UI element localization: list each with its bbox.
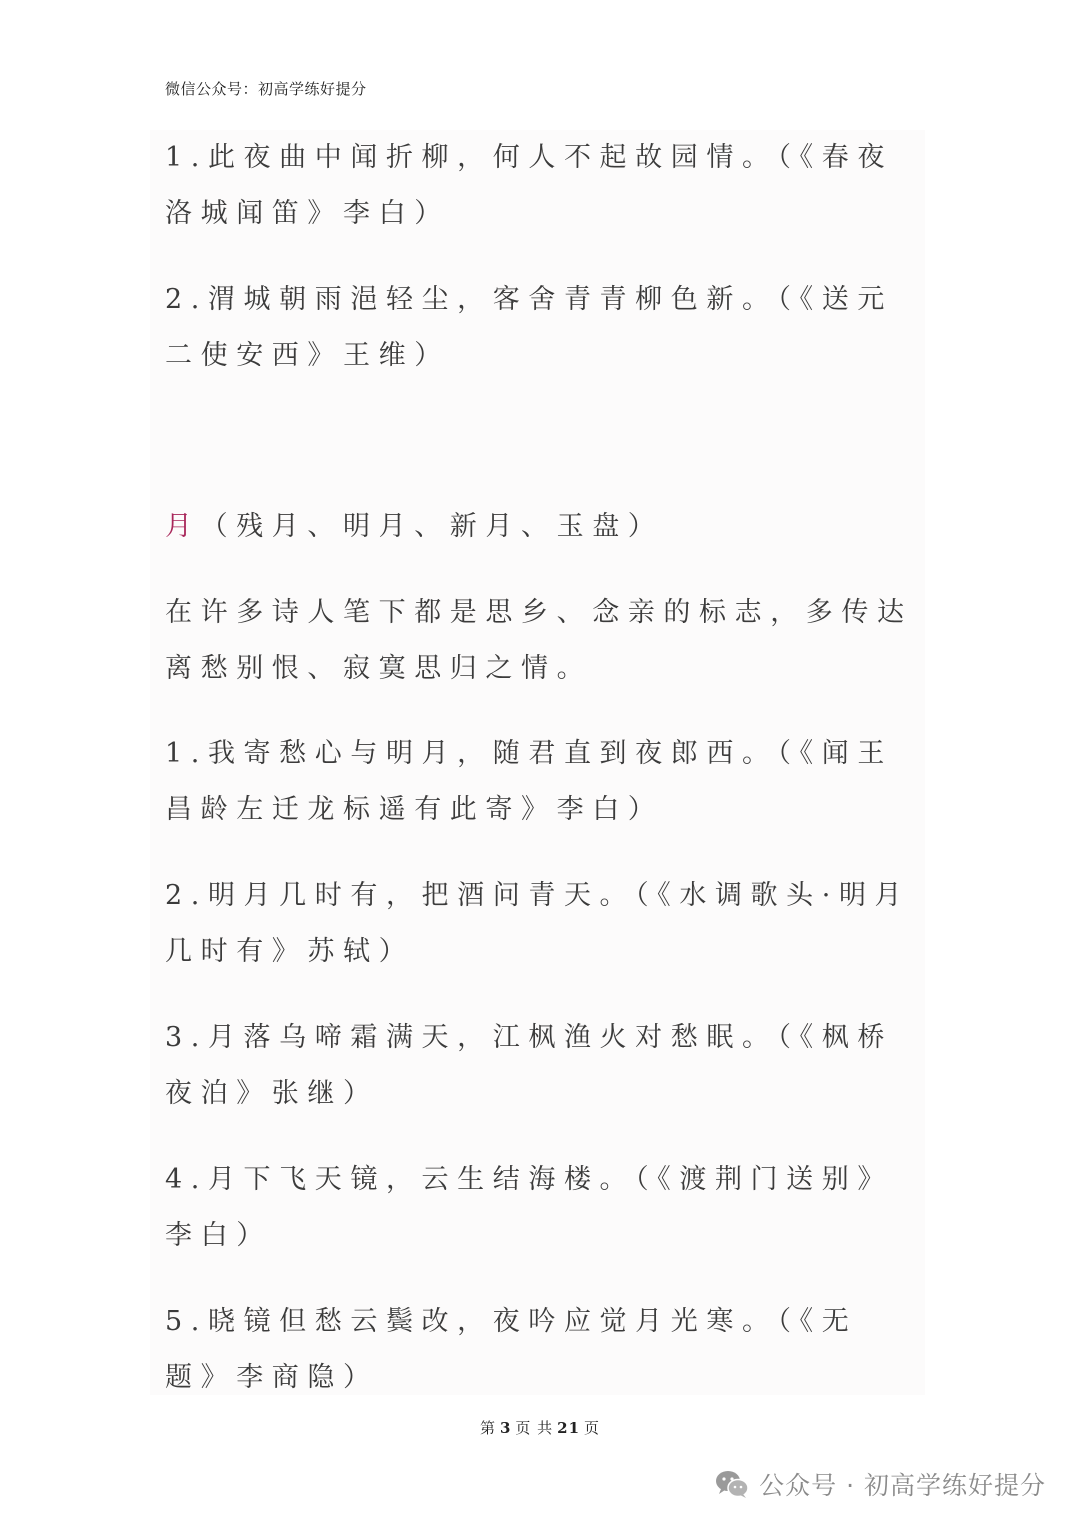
- watermark-text: 公众号 · 初高学练好提分: [759, 1471, 1046, 1500]
- document-body: [150, 130, 925, 1395]
- section-aliases: （残月、明月、新月、玉盘）: [200, 511, 664, 542]
- page-header: 微信公众号：初高学练好提分: [165, 80, 367, 98]
- total-page-count: 21: [557, 1419, 581, 1437]
- moon-section-title: [165, 499, 663, 555]
- section-keyword: 月: [165, 511, 201, 542]
- moon-poem-3: 3.月落乌啼霜满天，江枫渔火对愁眠。（《枫桥夜泊》张继）: [165, 1022, 893, 1109]
- moon-poem-2: 2.明月几时有，把酒问青天。（《水调歌头·明月几时有》苏轼）: [165, 880, 911, 967]
- moon-poem-5: 5.晓镜但愁云鬓改，夜吟应觉月光寒。（《无题》李商隐）: [165, 1306, 858, 1393]
- footer-suffix: 页: [584, 1419, 601, 1437]
- willow-poem-2: 2.渭城朝雨浥轻尘，客舍青青柳色新。（《送元二使安西》王维）: [165, 284, 893, 371]
- moon-poem-4: 4.月下飞天镜，云生结海楼。（《渡荆门送别》李白）: [165, 1164, 893, 1251]
- page-footer: [0, 1417, 1080, 1438]
- watermark: [715, 1462, 1046, 1506]
- footer-prefix: 第: [479, 1419, 496, 1437]
- moon-description: 在许多诗人笔下都是思乡、念亲的标志，多传达离愁别恨、寂寞思归之情。: [165, 597, 913, 684]
- moon-poem-1: 1.我寄愁心与明月，随君直到夜郎西。（《闻王昌龄左迁龙标遥有此寄》李白）: [165, 738, 893, 825]
- current-page-number: 3: [499, 1419, 512, 1437]
- wechat-icon: [715, 1469, 749, 1499]
- footer-middle: 页 共: [515, 1419, 554, 1437]
- willow-poem-1: 1.此夜曲中闻折柳，何人不起故园情。（《春夜洛城闻笛》李白）: [165, 142, 893, 229]
